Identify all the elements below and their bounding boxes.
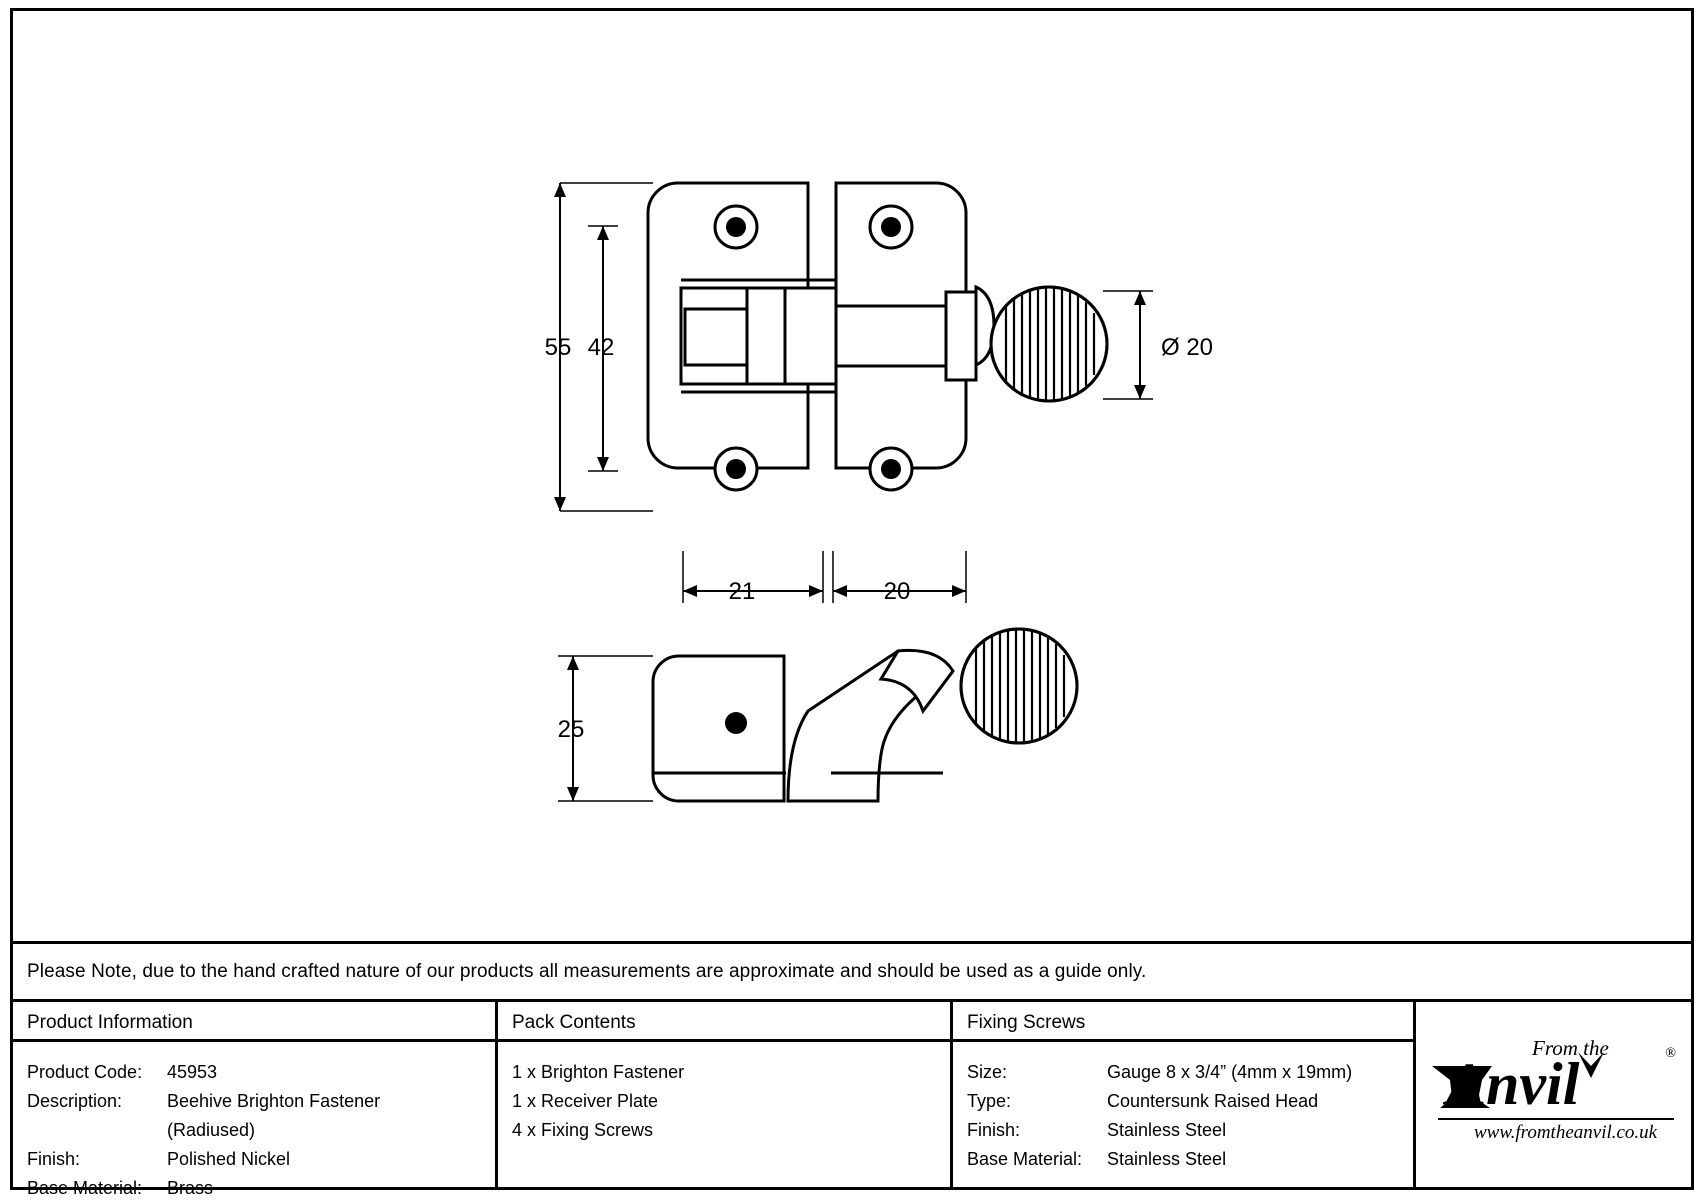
- product-information-column: [13, 1002, 498, 1198]
- base-material-label: Base Material:: [27, 1178, 143, 1198]
- screw-type-label: Type:: [967, 1091, 1012, 1111]
- dim-knob-diameter-label: Ø 20: [1161, 334, 1214, 361]
- fixing-screws-body: [953, 1042, 1413, 1174]
- finish-label: Finish:: [27, 1149, 81, 1169]
- logo-anvil-text: Anvil: [1446, 1051, 1580, 1117]
- base-material-value: Brass: [167, 1178, 214, 1198]
- product-code-value: 45953: [167, 1062, 218, 1082]
- screw-size-value: Gauge 8 x 3/4” (4mm x 19mm): [1107, 1062, 1353, 1082]
- info-table: [13, 999, 1691, 1198]
- note-text: Please Note, due to the hand crafted nature of our products all measurements are approximate and should be used as a guide only.: [27, 960, 1147, 982]
- screw-type-value: Countersunk Raised Head: [1107, 1091, 1319, 1111]
- fixing-screws-heading: Fixing Screws: [953, 1002, 1413, 1042]
- screw-type-row: [967, 1087, 1413, 1116]
- screw-base-material-row: [967, 1145, 1413, 1174]
- screw-finish-value: Stainless Steel: [1107, 1120, 1227, 1140]
- screw-finish-label: Finish:: [967, 1120, 1021, 1140]
- finish-row: [27, 1145, 495, 1174]
- technical-drawing: [13, 11, 1691, 941]
- brand-logo-column: [1416, 1002, 1688, 1190]
- dim-width-left-label: 21: [728, 578, 756, 605]
- description-value-continued: (Radiused): [167, 1120, 256, 1140]
- pack-item: 1 x Receiver Plate: [512, 1091, 659, 1111]
- dim-height-overall-label: 55: [544, 334, 572, 361]
- product-information-body: [13, 1042, 495, 1203]
- fixing-screws-column: [953, 1002, 1416, 1190]
- finish-value: Polished Nickel: [167, 1149, 291, 1169]
- logo-from-the-text: From the: [1532, 1036, 1609, 1060]
- logo-url-text: www.fromtheanvil.co.uk: [1474, 1122, 1658, 1143]
- note-row: [13, 941, 1691, 999]
- drawing-sheet: [10, 8, 1694, 1198]
- drawing-svg: [13, 11, 1691, 941]
- screw-base-material-value: Stainless Steel: [1107, 1149, 1227, 1169]
- brand-logo: [1416, 1002, 1688, 1193]
- logo-divider: [1438, 1118, 1674, 1120]
- logo-registered-icon: ®: [1665, 1046, 1676, 1061]
- screw-finish-row: [967, 1116, 1413, 1145]
- screw-size-label: Size:: [967, 1062, 1008, 1082]
- pack-item: 4 x Fixing Screws: [512, 1120, 654, 1140]
- description-label: Description:: [27, 1091, 123, 1111]
- product-code-label: Product Code:: [27, 1062, 143, 1082]
- dim-width-right-label: 20: [883, 578, 911, 605]
- pack-contents-body: [498, 1042, 950, 1145]
- pack-item: 1 x Brighton Fastener: [512, 1062, 685, 1082]
- description-value: Beehive Brighton Fastener: [167, 1091, 381, 1111]
- screw-base-material-label: Base Material:: [967, 1149, 1083, 1169]
- pack-contents-heading: Pack Contents: [498, 1002, 950, 1042]
- screw-size-row: [967, 1058, 1413, 1087]
- description-row-continued: [27, 1116, 495, 1145]
- base-material-row: [27, 1174, 495, 1203]
- dim-height-plate-label: 42: [587, 334, 615, 361]
- dim-depth-side-label: 25: [557, 716, 585, 743]
- description-row: [27, 1087, 495, 1116]
- pack-contents-column: [498, 1002, 953, 1190]
- product-information-heading: Product Information: [13, 1002, 495, 1042]
- product-code-row: [27, 1058, 495, 1087]
